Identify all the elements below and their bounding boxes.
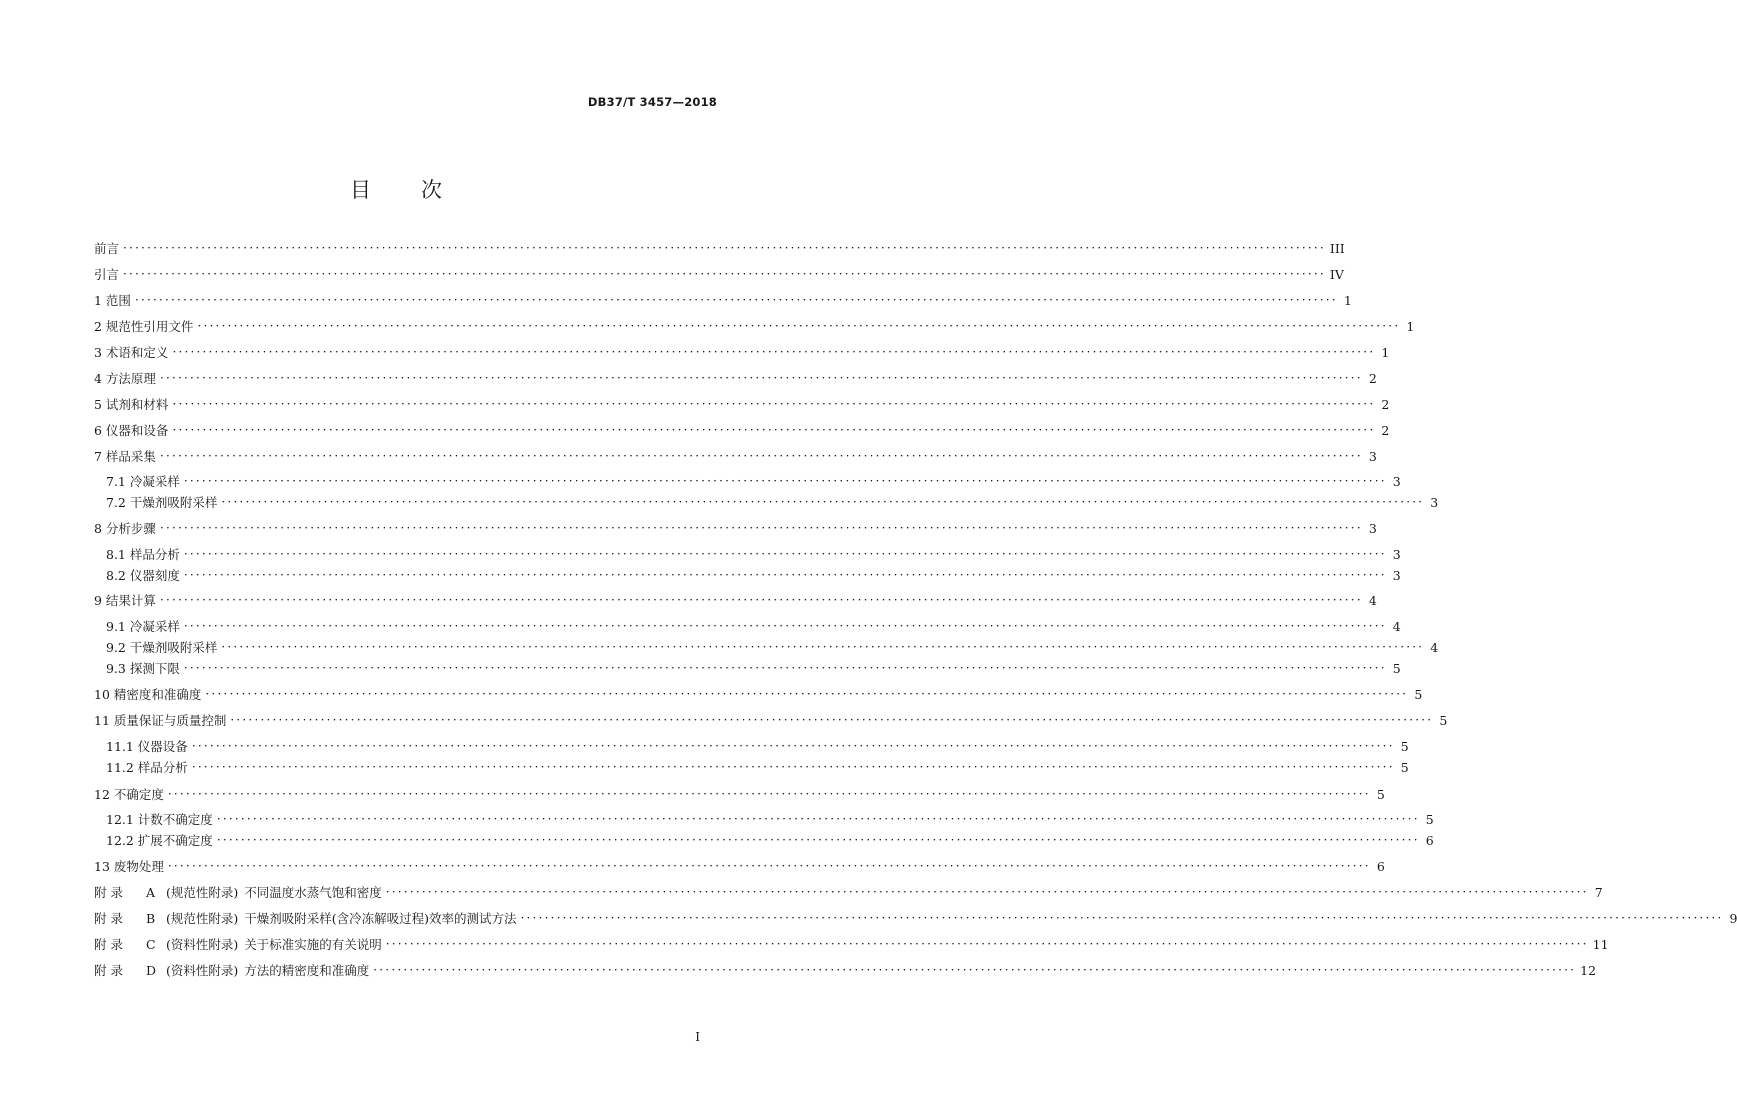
toc-entry[interactable]	[94, 544, 1401, 564]
toc-entry[interactable]	[94, 264, 1344, 284]
toc-entry[interactable]	[94, 420, 1390, 440]
toc-entry-label: 12.2 扩展不确定度	[106, 833, 213, 848]
appendix-label	[94, 909, 521, 927]
toc-entry[interactable]	[94, 471, 1401, 491]
dot-leader: ········································································································································································································	[221, 640, 1425, 654]
toc-entry-label: 2 规范性引用文件	[94, 319, 194, 334]
dot-leader: ········································································································································································································	[159, 593, 1363, 607]
toc-entry[interactable]	[94, 856, 1385, 876]
toc-entry-page: 3	[1368, 448, 1377, 464]
toc-entry-page: 6	[1376, 858, 1385, 874]
toc-entry[interactable]	[94, 809, 1434, 829]
dot-leader: ········································································································································································································	[216, 812, 1420, 826]
toc-entry-page: 2	[1381, 396, 1390, 412]
toc-entry[interactable]	[94, 710, 1448, 730]
toc-entry-label: 前言	[94, 241, 120, 256]
toc-entry-page: 2	[1381, 422, 1390, 438]
dot-leader: ········································································································································································································	[191, 760, 1395, 774]
toc-entry-label: 13 废物处理	[94, 859, 164, 874]
toc-entry[interactable]	[94, 784, 1385, 804]
toc-entry-label: 9 结果计算	[94, 593, 156, 608]
toc-entry[interactable]	[94, 616, 1401, 636]
toc-entry-page: 5	[1414, 686, 1423, 702]
dot-leader: ········································································································································································································	[172, 397, 1376, 411]
toc-entry[interactable]	[94, 394, 1390, 414]
toc-entry-label: 8.2 仪器刻度	[106, 568, 180, 583]
dot-leader: ········································································································································································································	[221, 495, 1425, 509]
appendix-title: 干燥剂吸附采样(含冷冻解吸过程)效率的测试方法	[244, 911, 517, 926]
appendix-title: 关于标准实施的有关说明	[244, 937, 382, 952]
appendix-type: (规范性附录)	[166, 885, 239, 900]
toc-entry-label: 7 样品采集	[94, 449, 156, 464]
toc-entry-page: 5	[1376, 786, 1385, 802]
toc-entry-page: 3	[1368, 520, 1377, 536]
appendix-letter: B	[146, 911, 156, 926]
toc-entry[interactable]	[94, 658, 1401, 678]
toc-appendix-entry[interactable]	[94, 960, 1597, 980]
toc-entry-page: 5	[1425, 811, 1434, 827]
toc-entry-label: 9.1 冷凝采样	[106, 619, 180, 634]
dot-leader: ········································································································································································································	[123, 267, 1326, 281]
toc-entry-page: 4	[1430, 639, 1439, 655]
appendix-page: 7	[1594, 884, 1603, 900]
title-char-2: 次	[421, 178, 442, 202]
toc-entry-label: 11.1 仪器设备	[106, 739, 188, 754]
dot-leader: ········································································································································································································	[134, 293, 1338, 307]
appendix-letter: D	[146, 963, 157, 978]
appendix-label	[94, 935, 386, 953]
toc-entry-label: 7.2 干燥剂吸附采样	[106, 495, 218, 510]
appendix-letter: C	[146, 937, 156, 952]
dot-leader: ········································································································································································································	[183, 661, 1387, 675]
dot-leader: ········································································································································································································	[172, 345, 1376, 359]
toc-entry-label: 9.3 探测下限	[106, 661, 180, 676]
dot-leader: ········································································································································································································	[191, 739, 1395, 753]
toc-entry-label: 12.1 计数不确定度	[106, 812, 213, 827]
toc-entry[interactable]	[94, 637, 1439, 657]
toc-entry[interactable]	[94, 590, 1377, 610]
dot-leader: ········································································································································································································	[373, 963, 1577, 977]
toc-entry-label: 12 不确定度	[94, 787, 164, 802]
dot-leader: ········································································································································································································	[159, 521, 1363, 535]
toc-appendix-entry[interactable]	[94, 934, 1609, 954]
toc-entry-label: 11.2 样品分析	[106, 760, 188, 775]
toc-entry[interactable]	[94, 684, 1423, 704]
standard-code: DB37/T 3457—2018	[587, 95, 717, 109]
toc-entry-label: 8 分析步骤	[94, 521, 156, 536]
appendix-prefix: 附 录	[94, 963, 123, 978]
appendix-label	[94, 961, 373, 979]
toc-entry-label: 7.1 冷凝采样	[106, 474, 180, 489]
toc-appendix-entry[interactable]	[94, 882, 1603, 902]
appendix-title: 方法的精密度和准确度	[244, 963, 370, 978]
appendix-letter: A	[146, 885, 156, 900]
dot-leader: ········································································································································································································	[385, 885, 1589, 899]
toc-entry[interactable]	[94, 316, 1415, 336]
toc-entry-page: 5	[1400, 738, 1409, 754]
appendix-type: (规范性附录)	[166, 911, 239, 926]
toc-entry[interactable]	[94, 368, 1377, 388]
toc-entry-label: 引言	[94, 267, 120, 282]
toc-entry-page: 1	[1381, 344, 1390, 360]
dot-leader: ········································································································································································································	[172, 423, 1376, 437]
toc-entry-page: 1	[1406, 318, 1415, 334]
toc-entry-page: 5	[1439, 712, 1448, 728]
toc-entry[interactable]	[94, 830, 1434, 850]
dot-leader: ········································································································································································································	[197, 319, 1401, 333]
toc-entry-page: 1	[1343, 292, 1352, 308]
page-number: I	[695, 1030, 700, 1044]
dot-leader: ········································································································································································································	[183, 474, 1387, 488]
toc-entry[interactable]	[94, 565, 1401, 585]
toc-entry[interactable]	[94, 757, 1409, 777]
toc-entry-label: 3 术语和定义	[94, 345, 169, 360]
appendix-type: (资料性附录)	[166, 963, 239, 978]
toc-entry[interactable]	[94, 446, 1377, 466]
dot-leader: ········································································································································································································	[205, 687, 1409, 701]
appendix-title: 不同温度水蒸气饱和密度	[244, 885, 382, 900]
toc-entry-label: 4 方法原理	[94, 371, 156, 386]
toc-entry[interactable]	[94, 736, 1409, 756]
toc-entry-label: 8.1 样品分析	[106, 547, 180, 562]
appendix-label	[94, 883, 386, 901]
toc-entry-page: 3	[1392, 473, 1401, 489]
toc-entry-page: 3	[1430, 494, 1439, 510]
appendix-prefix: 附 录	[94, 937, 123, 952]
toc-entry-page: 5	[1400, 759, 1409, 775]
title-char-1: 目	[350, 178, 371, 202]
toc-entry[interactable]	[94, 492, 1439, 512]
toc-entry-page: IV	[1329, 266, 1344, 282]
appendix-type: (资料性附录)	[166, 937, 239, 952]
toc-entry-label: 6 仪器和设备	[94, 423, 169, 438]
toc-entry-page: III	[1329, 240, 1345, 256]
dot-leader: ········································································································································································································	[520, 911, 1724, 925]
page-title	[0, 174, 792, 204]
dot-leader: ········································································································································································································	[159, 449, 1363, 463]
toc-entry-page: 2	[1368, 370, 1377, 386]
appendix-prefix: 附 录	[94, 885, 123, 900]
appendix-prefix: 附 录	[94, 911, 123, 926]
dot-leader: ········································································································································································································	[385, 937, 1589, 951]
toc-entry-page: 6	[1425, 832, 1434, 848]
toc-entry-label: 5 试剂和材料	[94, 397, 169, 412]
toc-entry-page: 5	[1392, 660, 1401, 676]
toc-entry-page: 4	[1392, 618, 1401, 634]
dot-leader: ········································································································································································································	[183, 547, 1387, 561]
toc-entry-label: 1 范围	[94, 293, 131, 308]
dot-leader: ········································································································································································································	[230, 713, 1434, 727]
dot-leader: ········································································································································································································	[216, 833, 1420, 847]
dot-leader: ········································································································································································································	[183, 619, 1387, 633]
toc-entry-label: 9.2 干燥剂吸附采样	[106, 640, 218, 655]
toc-entry-page: 3	[1392, 567, 1401, 583]
toc-entry[interactable]	[94, 290, 1352, 310]
toc-entry-label: 11 质量保证与质量控制	[94, 713, 227, 728]
appendix-page: 11	[1592, 936, 1609, 952]
toc-entry[interactable]	[94, 238, 1345, 258]
toc-entry-page: 4	[1368, 592, 1377, 608]
appendix-page: 9	[1729, 910, 1737, 926]
toc-appendix-entry[interactable]	[94, 908, 1737, 928]
dot-leader: ········································································································································································································	[167, 787, 1371, 801]
dot-leader: ········································································································································································································	[167, 859, 1371, 873]
dot-leader: ········································································································································································································	[123, 241, 1326, 255]
toc-entry[interactable]	[94, 518, 1377, 538]
dot-leader: ········································································································································································································	[183, 568, 1387, 582]
toc-entry-label: 10 精密度和准确度	[94, 687, 202, 702]
toc-entry-page: 3	[1392, 546, 1401, 562]
toc-entry[interactable]	[94, 342, 1390, 362]
dot-leader: ········································································································································································································	[159, 371, 1363, 385]
appendix-page: 12	[1580, 962, 1597, 978]
